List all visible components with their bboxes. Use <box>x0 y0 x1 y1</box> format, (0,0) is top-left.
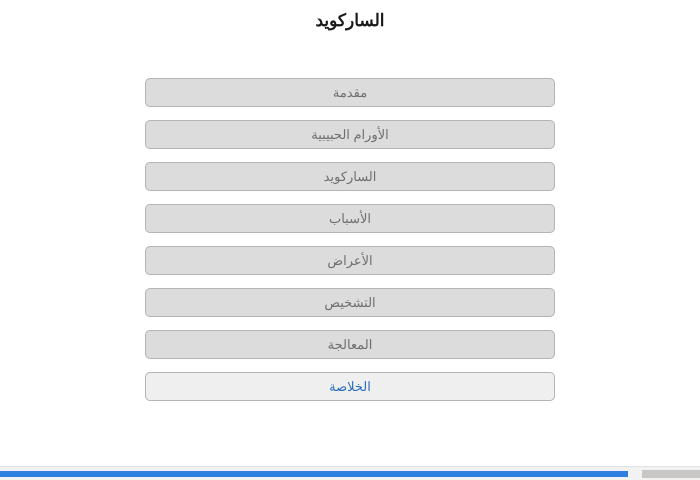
nav-item-label: الأعراض <box>327 252 373 268</box>
nav-item-label: التشخيص <box>324 294 376 310</box>
bottom-scrollbar[interactable] <box>0 466 700 480</box>
nav-item-causes[interactable] <box>145 204 555 233</box>
page-title: الساركويد <box>315 11 385 30</box>
nav-item-label: الأسباب <box>328 210 372 226</box>
nav-item-granulomas[interactable] <box>145 120 555 149</box>
nav-item-introduction[interactable] <box>145 78 555 107</box>
nav-item-summary[interactable] <box>145 372 555 401</box>
nav-item-label: مقدمة <box>332 84 368 100</box>
scrollbar-handle[interactable] <box>642 470 700 478</box>
nav-item-label: الساركويد <box>323 168 377 184</box>
nav-item-label: المعالجة <box>327 336 373 352</box>
nav-item-label: الأورام الحبيبية <box>311 126 389 142</box>
nav-item-treatment[interactable] <box>145 330 555 359</box>
nav-item-label: الخلاصة <box>329 378 371 394</box>
nav-item-symptoms[interactable] <box>145 246 555 275</box>
scrollbar-progress <box>0 471 628 477</box>
nav-item-sarcoidosis[interactable] <box>145 162 555 191</box>
section-nav-list <box>0 78 700 414</box>
nav-item-diagnosis[interactable] <box>145 288 555 317</box>
